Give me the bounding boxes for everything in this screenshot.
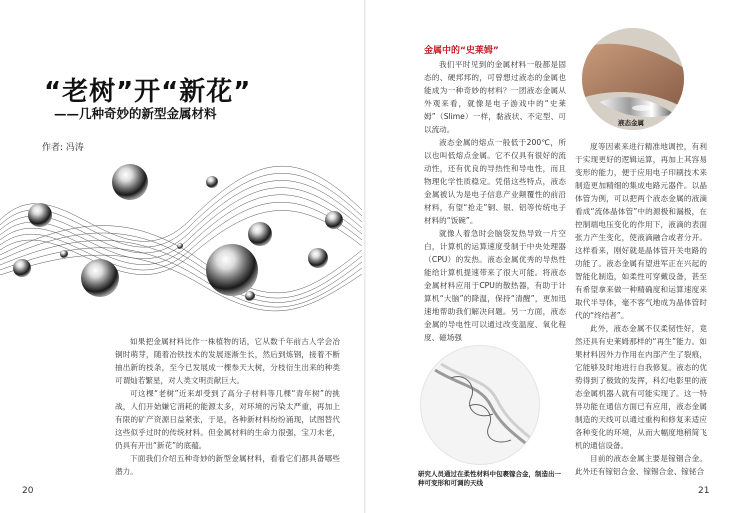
left-paragraph-2: 可这棵“老树”近来却受到了高分子材料等几棵“青年树”的挑战，人们开始嫌它消耗的能源太多，对环境的污染太严重，再加上有限的矿产资源日益紧张，于是，各种新材料纷纷涌现，试图替代这些似乎过时的传统材料。但金属材料的生命力很强，宝刀未老，仍具有开出“新花”的底蕴。: [115, 389, 340, 450]
article-subtitle: ——几种奇妙的新型金属材料: [54, 106, 217, 121]
liquid-metal-caption: 液态金属: [618, 119, 644, 127]
mid-paragraph-3: 就像人着急时会脑袋发热导致一片空白，计算机的运算速度受制于中央处理器（CPU）的发热。液态金属优秀的导热性能给计算机提速带来了很大可能。将液态金属材料应用于CPU的散热器，有助于计算机“大脑”的降温，保持“清醒”，更加迅速地帮助我们解决问题。另一方面，液态金属的导电性可以通过改变温度、氧化程度、磁场强: [424, 229, 566, 342]
antenna-caption: 研究人员通过在柔性材料中包裹镓合金，制造出一种可变形和可调的天线: [418, 470, 561, 487]
article-author: 作者: 冯涛: [42, 143, 84, 153]
chrome-spheres-illustration: [0, 150, 362, 318]
spine-gutter: [364, 0, 366, 513]
right-paragraph-1: 度等因素来进行精准地调控，有利于实现更好的逻辑运算，再加上其容易变形的能力，便于应用电子印刷技术来制造更加精细的集成电路元器件。以晶体管为例，可以把两个液态金属的液滴看成“流体晶体管”中的源极和漏极，在控制端电压变化的作用下，液滴的表面张力产生变化，使液滴融合或者分开。这样看来，刚好就是晶体管开关电路的功能了。液态金属有望进军正在兴起的智能化制造，如柔性可穿戴设备，甚至有希望拿来做一种精确度和运算速度来取代半导体，毫不客气地成为晶体管时代的“终结者”。: [575, 142, 707, 320]
left-paragraph-1: 如果把金属材料比作一株植物的话，它从数千年前古人学会冶铜时萌芽，随着冶铁技术的发展逐渐生长，然后到炼钢，接着不断抽出新的枝条，至今已发展成一棵参天大树，分枝衍生出来的种类可谓灿若繁星，对人类文明贡献巨大。: [115, 337, 340, 385]
left-body-text: [115, 335, 340, 478]
page-number-right: 21: [698, 486, 710, 496]
mid-paragraph-1: 我们平时见到的金属材料一般都是固态的、硬邦邦的，可曾想过液态的金属也能成为一种奇妙的材料？一团液态金属从外观来看，就像是电子游戏中的“史莱姆”（Slime）一样，黏液状、不定型、可以流动。: [424, 60, 566, 134]
flexible-antenna-photo: [420, 345, 540, 465]
right-column-text: [575, 140, 707, 478]
article-title: “老树”开“新花”: [44, 77, 252, 107]
right-paragraph-2: 此外，液态金属不仅柔韧性好，竟然还具有史莱姆那样的“再生”能力。如果材料因外力作用在内部产生了裂痕，它能够及时地进行自我修复。液态的优势得到了极致的发挥，科幻电影里的液态金属机器人就有可能实现了。这一特异功能在通信方面已有应用，液态金属制造的天线可以通过重构和修复来适应各种变化的环境，从而大幅度地稍简飞机的通信设备。: [575, 324, 707, 450]
liquid-metal-photo: [582, 28, 684, 130]
middle-column-text: [424, 58, 566, 344]
right-paragraph-3: 目前的液态金属主要是镓铟合金。此外还有镓铝合金、镓锡合金、镓铋合: [575, 454, 707, 476]
mid-paragraph-2: 液态金属的熔点一般低于200℃，所以也叫低熔点金属。它不仅具有很好的流动性，还有优良的导热性和导电性，而且物理化学性质稳定。凭借这些特点，液态金属被认为是电子信息产业颠覆性的前沿材料，有望“抢走”铜、银、铝等传统电子材料的“饭碗”。: [424, 138, 566, 225]
left-paragraph-3: 下面我们介绍五种奇妙的新型金属材料，看看它们都具备哪些潜力。: [115, 454, 340, 476]
page-number-left: 20: [22, 486, 34, 496]
section-heading: 金属中的“史莱姆”: [424, 46, 499, 56]
